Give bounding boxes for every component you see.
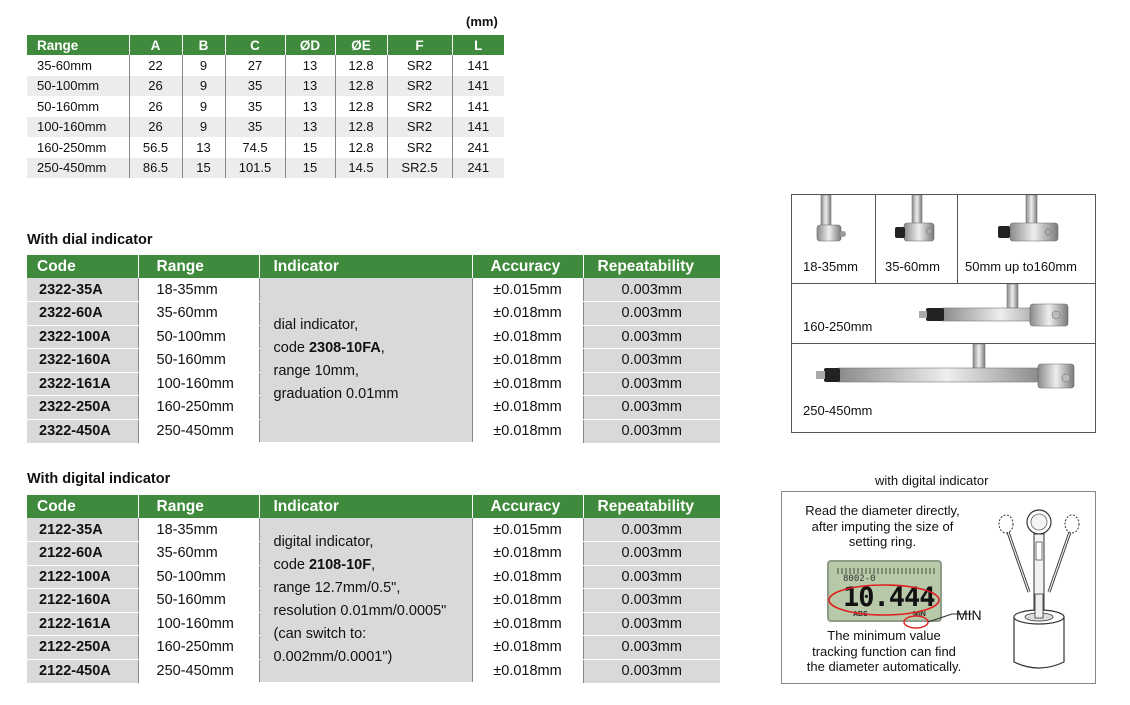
dimension-value-cell: 22 <box>129 55 182 76</box>
header-c: C <box>225 35 285 55</box>
code-row <box>27 518 720 542</box>
dimension-table <box>27 35 504 178</box>
digital-header-indicator: Indicator <box>259 495 472 518</box>
dimension-value-cell: 35 <box>225 96 285 117</box>
indicator-spec-text: graduation 0.01mm <box>273 386 399 402</box>
code-cell: 2322-35A <box>27 278 138 302</box>
dimension-value-cell: 12.8 <box>335 117 387 138</box>
accuracy-cell: ±0.018mm <box>472 372 583 396</box>
indicator-spec-text: (can switch to: <box>273 626 367 642</box>
dimension-value-cell: 141 <box>452 117 504 138</box>
dimension-value-cell: 27 <box>225 55 285 76</box>
code-cell: 2122-60A <box>27 542 138 566</box>
bore-gauge-illustration <box>994 502 1089 677</box>
dimension-row <box>27 96 504 117</box>
dimension-value-cell: 12.8 <box>335 137 387 158</box>
caption-35-60: 35-60mm <box>885 259 940 274</box>
caption-250-450: 250-450mm <box>803 403 873 418</box>
code-cell: 2122-161A <box>27 612 138 636</box>
code-cell: 2122-250A <box>27 636 138 660</box>
header-e: ØE <box>335 35 387 55</box>
probe-50-160-icon <box>992 195 1072 255</box>
range-cell: 50-160mm <box>138 349 259 373</box>
dimension-value-cell: 12.8 <box>335 96 387 117</box>
dimension-value-cell: 13 <box>285 55 335 76</box>
dimension-value-cell: SR2 <box>387 55 452 76</box>
digital-header-row <box>27 495 720 518</box>
range-cell: 18-35mm <box>138 278 259 302</box>
indicator-code-suffix: , <box>380 340 385 356</box>
dimension-value-cell: 9 <box>182 117 225 138</box>
dimension-row <box>27 55 504 76</box>
dimension-range-cell: 50-160mm <box>27 96 129 117</box>
accuracy-cell: ±0.018mm <box>472 302 583 326</box>
lcd-min-label: MIN <box>913 611 926 618</box>
dial-header-row <box>27 255 720 278</box>
dimension-range-cell: 250-450mm <box>27 158 129 179</box>
accuracy-cell: ±0.018mm <box>472 325 583 349</box>
range-cell: 160-250mm <box>138 396 259 420</box>
range-cell: 50-100mm <box>138 325 259 349</box>
bottom-text-line-3: the diameter automatically. <box>806 659 962 674</box>
dimension-value-cell: SR2 <box>387 117 452 138</box>
accuracy-cell: ±0.018mm <box>472 612 583 636</box>
repeatability-cell: 0.003mm <box>583 396 720 420</box>
repeatability-cell: 0.003mm <box>583 302 720 326</box>
dimension-range-cell: 50-100mm <box>27 76 129 97</box>
dimension-value-cell: SR2 <box>387 76 452 97</box>
dimension-row <box>27 117 504 138</box>
indicator-spec-text: resolution 0.01mm/0.0005" <box>273 603 447 619</box>
dimension-value-cell: 241 <box>467 139 490 155</box>
lcd-small-readout: 8002-0 <box>843 574 876 584</box>
range-cell: 250-450mm <box>138 659 259 683</box>
code-cell: 2122-100A <box>27 565 138 589</box>
caption-160-250: 160-250mm <box>803 319 873 334</box>
dimension-range-cell: 35-60mm <box>27 55 129 76</box>
header-f: F <box>387 35 452 55</box>
indicator-spec-text: range 12.7mm/0.5", <box>273 580 401 596</box>
unit-label: (mm) <box>466 14 498 29</box>
dimension-value-cell: 141 <box>452 76 504 97</box>
dimension-value-cell: 35 <box>225 76 285 97</box>
repeatability-cell: 0.003mm <box>583 372 720 396</box>
accuracy-cell: ±0.018mm <box>472 542 583 566</box>
code-cell: 2322-250A <box>27 396 138 420</box>
header-a: A <box>129 35 182 55</box>
dimension-value-cell: 56.5 <box>129 137 182 158</box>
dimension-value-cell: 13 <box>182 137 225 158</box>
dimension-value-cell: 141 <box>467 57 490 73</box>
repeatability-cell: 0.003mm <box>583 325 720 349</box>
dimension-row <box>27 76 504 97</box>
range-cell: 100-160mm <box>138 372 259 396</box>
accuracy-cell: ±0.015mm <box>472 278 583 302</box>
dimension-value-cell: 15 <box>285 137 335 158</box>
dimension-value-cell: 35 <box>225 117 285 138</box>
dimension-header-row <box>27 35 504 55</box>
range-cell: 100-160mm <box>138 612 259 636</box>
top-text-line-3: setting ring. <box>848 534 917 549</box>
lcd-main-readout: 10.444 <box>843 582 935 613</box>
range-cell: 50-100mm <box>138 565 259 589</box>
dimension-value-cell: 12.8 <box>335 76 387 97</box>
probe-18-35-icon <box>812 195 862 255</box>
dimension-value-cell: 13 <box>285 76 335 97</box>
indicator-spec-text: range 10mm, <box>273 363 359 379</box>
dimension-value-cell: 15 <box>285 158 335 179</box>
dimension-range-cell: 100-160mm <box>27 117 129 138</box>
dimension-value-cell: 74.5 <box>225 137 285 158</box>
range-cell: 35-60mm <box>138 542 259 566</box>
accuracy-cell: ±0.018mm <box>472 565 583 589</box>
dimension-value-cell: 13 <box>285 96 335 117</box>
probe-250-450-icon <box>810 344 1080 402</box>
dimension-value-cell: 9 <box>182 76 225 97</box>
code-cell: 2122-450A <box>27 659 138 683</box>
indicator-type-text: dial indicator, <box>273 317 359 333</box>
digital-figure-top-text <box>790 503 975 550</box>
dimension-value-cell: 26 <box>129 96 182 117</box>
dimension-value-cell: 26 <box>129 76 182 97</box>
dial-header-repeatability: Repeatability <box>583 255 720 278</box>
digital-figure-bottom-text <box>788 628 980 675</box>
dimension-value-cell: 141 <box>467 98 490 114</box>
accuracy-cell: ±0.018mm <box>472 349 583 373</box>
digital-header-repeatability: Repeatability <box>583 495 720 518</box>
accuracy-cell: ±0.018mm <box>472 636 583 660</box>
range-cell: 50-160mm <box>138 589 259 613</box>
digital-figure-panel <box>781 491 1096 684</box>
indicator-code-suffix: , <box>371 557 376 573</box>
repeatability-cell: 0.003mm <box>583 349 720 373</box>
accuracy-cell: ±0.018mm <box>472 419 583 443</box>
digital-figure-heading: with digital indicator <box>875 473 989 488</box>
indicator-code-number: 2108-10F <box>308 557 372 573</box>
code-cell: 2322-60A <box>27 302 138 326</box>
dial-header-indicator: Indicator <box>259 255 472 278</box>
repeatability-cell: 0.003mm <box>583 542 720 566</box>
code-cell: 2322-160A <box>27 349 138 373</box>
digital-section-title: With digital indicator <box>27 471 171 487</box>
dimension-value-cell: 13 <box>285 117 335 138</box>
code-cell: 2322-100A <box>27 325 138 349</box>
dial-section-title: With dial indicator <box>27 232 153 248</box>
code-cell: 2122-160A <box>27 589 138 613</box>
bottom-text-line-1: The minimum value <box>827 628 941 643</box>
dimension-value-cell: SR2 <box>387 137 452 158</box>
caption-50-160: 50mm up to160mm <box>965 259 1077 274</box>
digital-header-code: Code <box>27 495 138 518</box>
dial-header-accuracy: Accuracy <box>472 255 583 278</box>
dimension-row <box>27 137 504 158</box>
lcd-abs-label: ABS <box>853 611 868 618</box>
dial-header-range: Range <box>138 255 259 278</box>
range-cell: 160-250mm <box>138 636 259 660</box>
digital-header-range: Range <box>138 495 259 518</box>
dimension-value-cell: 9 <box>182 96 225 117</box>
dimension-value-cell: 101.5 <box>225 158 285 179</box>
code-cell: 2322-161A <box>27 372 138 396</box>
repeatability-cell: 0.003mm <box>583 612 720 636</box>
accuracy-cell: ±0.018mm <box>472 589 583 613</box>
header-range: Range <box>27 35 129 55</box>
dimension-value-cell: 9 <box>182 55 225 76</box>
dimension-value-cell: 26 <box>129 117 182 138</box>
indicator-code-number: 2308-10FA <box>308 340 381 356</box>
repeatability-cell: 0.003mm <box>583 636 720 660</box>
range-cell: 250-450mm <box>138 419 259 443</box>
indicator-type-text: digital indicator, <box>273 534 374 550</box>
dial-header-code: Code <box>27 255 138 278</box>
min-label: MIN <box>956 607 982 623</box>
indicator-code-prefix: code <box>273 557 309 573</box>
code-row <box>27 278 720 302</box>
dimension-row <box>27 158 504 179</box>
dimension-value-cell: SR2.5 <box>387 158 452 179</box>
repeatability-cell: 0.003mm <box>583 518 720 542</box>
bottom-text-line-2: tracking function can find <box>812 643 956 659</box>
indicator-description-cell <box>259 518 472 683</box>
digital-header-accuracy: Accuracy <box>472 495 583 518</box>
repeatability-cell: 0.003mm <box>583 659 720 683</box>
code-cell: 2322-450A <box>27 419 138 443</box>
accuracy-cell: ±0.015mm <box>472 518 583 542</box>
dimension-value-cell: 241 <box>452 158 504 179</box>
indicator-description-cell <box>259 278 472 443</box>
repeatability-cell: 0.003mm <box>583 278 720 302</box>
accuracy-cell: ±0.018mm <box>472 659 583 683</box>
header-d: ØD <box>285 35 335 55</box>
dial-indicator-table <box>27 255 721 443</box>
top-text-line-1: Read the diameter directly, <box>805 503 960 518</box>
caption-18-35: 18-35mm <box>803 259 858 274</box>
dimension-value-cell: 15 <box>182 158 225 179</box>
dimension-value-cell: 12.8 <box>335 55 387 76</box>
probe-images-panel <box>791 194 1096 433</box>
top-text-line-2: after imputing the size of <box>811 518 954 534</box>
digital-indicator-table <box>27 495 721 683</box>
repeatability-cell: 0.003mm <box>583 589 720 613</box>
dimension-value-cell: SR2 <box>387 96 452 117</box>
indicator-code-prefix: code <box>273 340 309 356</box>
repeatability-cell: 0.003mm <box>583 565 720 589</box>
indicator-spec-text: 0.002mm/0.0001") <box>273 649 393 665</box>
code-cell: 2122-35A <box>27 518 138 542</box>
range-cell: 18-35mm <box>138 518 259 542</box>
dimension-value-cell: 86.5 <box>129 158 182 179</box>
dimension-range-cell: 160-250mm <box>27 137 129 158</box>
dimension-value-cell: 14.5 <box>335 158 387 179</box>
repeatability-cell: 0.003mm <box>583 419 720 443</box>
header-b: B <box>182 35 225 55</box>
accuracy-cell: ±0.018mm <box>472 396 583 420</box>
header-l: L <box>452 35 504 55</box>
probe-35-60-icon <box>892 195 952 255</box>
probe-160-250-icon <box>912 284 1092 342</box>
range-cell: 35-60mm <box>138 302 259 326</box>
